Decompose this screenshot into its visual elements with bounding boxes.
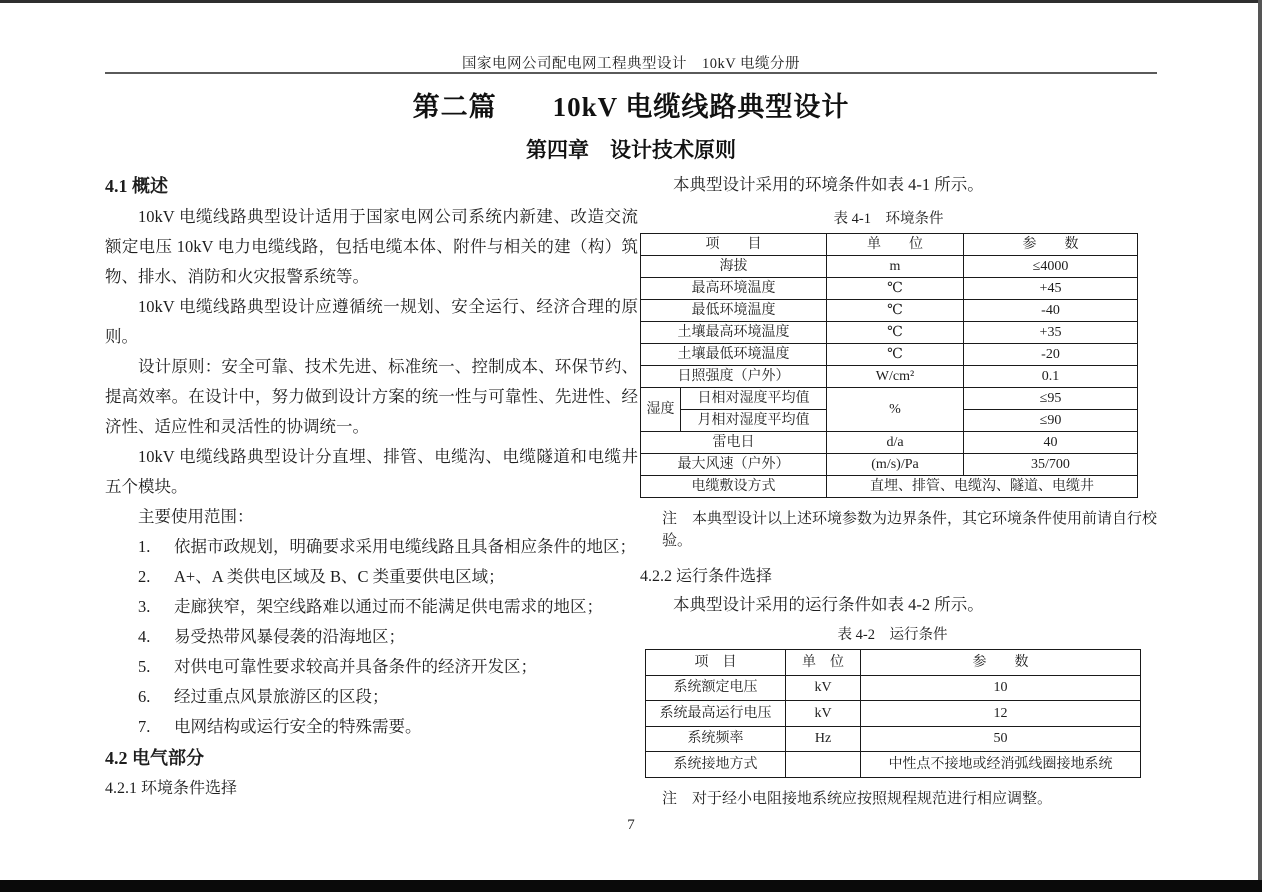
table-row bbox=[641, 300, 1138, 322]
table-cell-item: 电缆敷设方式 bbox=[641, 476, 827, 498]
list-item-text: 电网结构或运行安全的特殊需要。 bbox=[174, 717, 422, 736]
table-row bbox=[641, 256, 1138, 278]
list-item bbox=[105, 652, 638, 682]
table-header-param: 参 数 bbox=[964, 234, 1138, 256]
right-column bbox=[640, 170, 1157, 810]
table-cell-param: 35/700 bbox=[964, 454, 1138, 476]
table-cell-unit: W/cm² bbox=[827, 366, 964, 388]
section-4-2-2-heading: 4.2.2 运行条件选择 bbox=[640, 568, 773, 585]
paragraph-principle-intro: 10kV 电缆线路典型设计应遵循统一规划、安全运行、经济合理的原则。 bbox=[105, 297, 638, 346]
table-cell-item: 最大风速（户外） bbox=[641, 454, 827, 476]
table-cell-item: 系统额定电压 bbox=[646, 675, 786, 701]
table-cell-unit: kV bbox=[786, 701, 861, 727]
table-cell-unit: % bbox=[827, 388, 964, 432]
table-cell-param: 10 bbox=[861, 675, 1141, 701]
list-item bbox=[105, 622, 638, 652]
paragraph-usage-intro: 主要使用范围： bbox=[138, 507, 254, 526]
list-item-text: A+、A 类供电区域及 B、C 类重要供电区域； bbox=[174, 567, 505, 586]
table-header-unit: 单 位 bbox=[786, 650, 861, 676]
table-cell-item: 日照强度（户外） bbox=[641, 366, 827, 388]
section-4-2-heading: 4.2 电气部分 bbox=[105, 748, 204, 768]
table-cell-param: +35 bbox=[964, 322, 1138, 344]
doc-title: 第二篇 10kV 电缆线路典型设计 bbox=[412, 92, 850, 122]
list-item-number: 7. bbox=[138, 717, 151, 736]
table-cell-param: 直埋、排管、电缆沟、隧道、电缆井 bbox=[827, 476, 1138, 498]
section-4-1-heading: 4.1 概述 bbox=[105, 176, 168, 196]
table-row bbox=[641, 454, 1138, 476]
table-cell-param: 12 bbox=[861, 701, 1141, 727]
paragraph-modules: 10kV 电缆线路典型设计分直埋、排管、电缆沟、电缆隧道和电缆井五个模块。 bbox=[105, 447, 638, 496]
table-cell-unit: kV bbox=[786, 675, 861, 701]
list-item bbox=[105, 682, 638, 712]
list-item-text: 对供电可靠性要求较高并具备条件的经济开发区； bbox=[174, 657, 537, 676]
table-row-header bbox=[641, 234, 1138, 256]
list-item-text: 经过重点风景旅游区的区段； bbox=[174, 687, 389, 706]
table-cell-unit: ℃ bbox=[827, 278, 964, 300]
table-row-laying bbox=[641, 476, 1138, 498]
section-4-2-1-heading: 4.2.1 环境条件选择 bbox=[105, 780, 238, 797]
list-item-text: 走廊狭窄，架空线路难以通过而不能满足供电需求的地区； bbox=[174, 597, 603, 616]
table-4-1-environment bbox=[640, 233, 1138, 498]
list-item bbox=[105, 532, 638, 562]
table-cell-item: 月相对湿度平均值 bbox=[681, 410, 827, 432]
table-cell-item: 系统接地方式 bbox=[646, 752, 786, 778]
table-4-1-note: 注 本典型设计以上述环境参数为边界条件，其它环境条件使用前请自行校验。 bbox=[662, 511, 1158, 549]
table-row-header bbox=[646, 650, 1141, 676]
table-4-2-note: 注 对于经小电阻接地系统应按照规程规范进行相应调整。 bbox=[662, 790, 1053, 807]
table-cell-unit: ℃ bbox=[827, 300, 964, 322]
table-cell-humidity-label: 湿度 bbox=[641, 388, 681, 432]
table-cell-param: ≤90 bbox=[964, 410, 1138, 432]
scan-edge-bottom bbox=[0, 880, 1262, 892]
table-4-1-caption: 表 4-1 环境条件 bbox=[833, 211, 944, 227]
table-cell-param: 40 bbox=[964, 432, 1138, 454]
paragraph-design-principles: 设计原则：安全可靠、技术先进、标准统一、控制成本、环保节约、提高效率。在设计中，努力做到设计方案的统一性与可靠性、先进性、经济性、适应性和灵活性的协调统一。 bbox=[105, 357, 638, 436]
chapter-title: 第四章 设计技术原则 bbox=[526, 138, 736, 162]
table-cell-unit: ℃ bbox=[827, 344, 964, 366]
list-item-number: 3. bbox=[138, 597, 151, 616]
paragraph-run-intro: 本典型设计采用的运行条件如表 4-2 所示。 bbox=[673, 595, 984, 614]
list-item-number: 6. bbox=[138, 687, 151, 706]
table-cell-param: 50 bbox=[861, 726, 1141, 752]
list-item-number: 5. bbox=[138, 657, 151, 676]
list-item-text: 易受热带风暴侵袭的沿海地区； bbox=[174, 627, 405, 646]
running-header: 国家电网公司配电网工程典型设计 10kV 电缆分册 bbox=[461, 56, 801, 72]
table-row bbox=[646, 752, 1141, 778]
table-cell-item: 雷电日 bbox=[641, 432, 827, 454]
table-header-item: 项 目 bbox=[641, 234, 827, 256]
table-cell-item: 海拔 bbox=[641, 256, 827, 278]
table-cell-unit: (m/s)/Pa bbox=[827, 454, 964, 476]
table-cell-item: 系统最高运行电压 bbox=[646, 701, 786, 727]
list-item-number: 4. bbox=[138, 627, 151, 646]
table-cell-param: 中性点不接地或经消弧线圈接地系统 bbox=[861, 752, 1141, 778]
table-cell-param: -20 bbox=[964, 344, 1138, 366]
list-item-text: 依据市政规划，明确要求采用电缆线路且具备相应条件的地区； bbox=[174, 537, 636, 556]
list-item bbox=[105, 562, 638, 592]
table-row bbox=[641, 432, 1138, 454]
table-row bbox=[641, 366, 1138, 388]
table-cell-param: +45 bbox=[964, 278, 1138, 300]
table-4-2-operation bbox=[645, 649, 1141, 778]
table-row bbox=[646, 675, 1141, 701]
table-row bbox=[641, 344, 1138, 366]
left-column bbox=[105, 170, 638, 804]
table-cell-item: 最低环境温度 bbox=[641, 300, 827, 322]
table-cell-item: 最高环境温度 bbox=[641, 278, 827, 300]
scan-edge-top bbox=[0, 0, 1262, 3]
table-cell-param: ≤95 bbox=[964, 388, 1138, 410]
paragraph-scope: 10kV 电缆线路典型设计适用于国家电网公司系统内新建、改造交流额定电压 10kV 电力电缆线路，包括电缆本体、附件与相关的建（构）筑物、排水、消防和火灾报警系统等。 bbox=[105, 207, 638, 286]
table-4-2-caption: 表 4-2 运行条件 bbox=[837, 627, 948, 643]
list-item bbox=[105, 712, 638, 742]
table-cell-unit: Hz bbox=[786, 726, 861, 752]
table-cell-unit: ℃ bbox=[827, 322, 964, 344]
list-item bbox=[105, 592, 638, 622]
table-row bbox=[641, 322, 1138, 344]
table-row bbox=[646, 726, 1141, 752]
list-item-number: 2. bbox=[138, 567, 151, 586]
table-cell-param: 0.1 bbox=[964, 366, 1138, 388]
table-cell-param: ≤4000 bbox=[964, 256, 1138, 278]
table-cell-unit bbox=[786, 752, 861, 778]
paragraph-env-intro: 本典型设计采用的环境条件如表 4-1 所示。 bbox=[673, 175, 984, 194]
table-cell-item: 日相对湿度平均值 bbox=[681, 388, 827, 410]
list-item-number: 1. bbox=[138, 537, 151, 556]
table-header-item: 项 目 bbox=[646, 650, 786, 676]
table-row bbox=[641, 278, 1138, 300]
table-row bbox=[646, 701, 1141, 727]
table-cell-param: -40 bbox=[964, 300, 1138, 322]
table-cell-unit: d/a bbox=[827, 432, 964, 454]
table-cell-item: 土壤最低环境温度 bbox=[641, 344, 827, 366]
page-number: 7 bbox=[627, 817, 635, 833]
table-cell-item: 系统频率 bbox=[646, 726, 786, 752]
table-cell-item: 土壤最高环境温度 bbox=[641, 322, 827, 344]
table-row-humidity-daily bbox=[641, 388, 1138, 410]
header-rule bbox=[105, 72, 1157, 74]
table-header-unit: 单 位 bbox=[827, 234, 964, 256]
table-header-param: 参 数 bbox=[861, 650, 1141, 676]
table-cell-unit: m bbox=[827, 256, 964, 278]
